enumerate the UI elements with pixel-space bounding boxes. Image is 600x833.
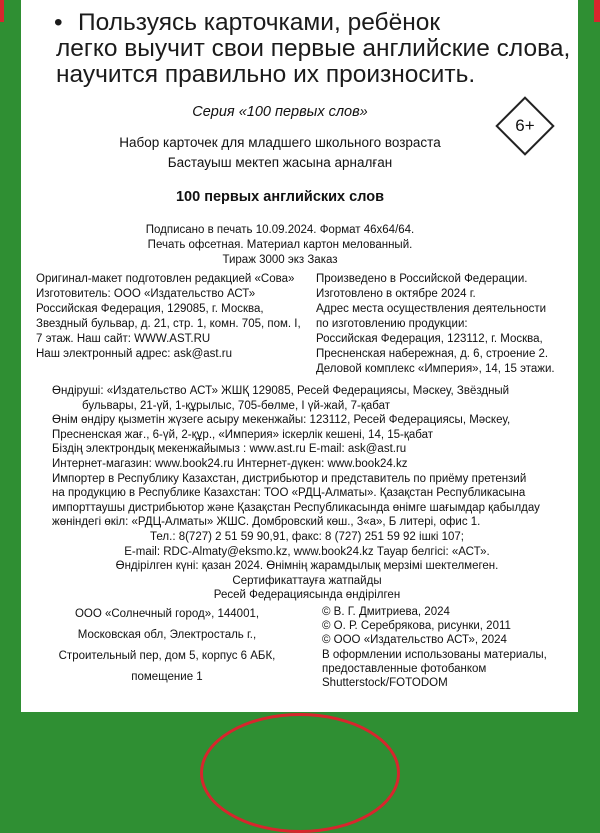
age-rating: 6+ [515, 116, 535, 135]
print-line: Тираж 3000 экз Заказ [222, 254, 338, 266]
kazakhstan-info [52, 384, 582, 603]
kz-line: жөніндегі өкіл: «РДЦ-Алматы» ЖШС. Домбровский көш., 3«а», Б литері, офис 1. [52, 516, 481, 529]
kz-line: Өнім өндіру қызметін жүзеге асыру мекенжайы: 123112, Ресей Федерациясы, Мәскеу, [52, 414, 511, 427]
kz-line: Тел.: 8(727) 2 51 59 90,91, факс: 8 (727) 251 59 92 ішкі 107; [150, 530, 464, 543]
intro-line: научится правильно их произносить. [56, 61, 476, 88]
factory-line: ООО «Солнечный город», 144001, [74, 608, 260, 620]
factory-line: Строительный пер, дом 5, корпус 6 АБК, [58, 650, 276, 662]
kz-line: E-mail: RDC-Almaty@eksmo.kz, www.book24.kz Тауар белгісі: «АСТ». [124, 545, 490, 558]
kz-line: импорттаушы дистрибьютор және Қазақстан Республикасында өнімге шағымдар қабылдау [52, 501, 540, 514]
publisher-line: Изготовитель: ООО «Издательство АСТ» [36, 288, 256, 300]
publisher-info [36, 272, 308, 362]
production-line: Пресненская набережная, д. 6, строение 2. [316, 348, 549, 360]
factory-line: Московская обл, Электросталь г., [77, 629, 257, 641]
copyright-line: © ООО «Издательство АСТ», 2024 [322, 634, 507, 647]
production-line: по изготовлению продукции: [316, 318, 468, 330]
kz-line: Біздің электрондық мекенжайымыз : www.ast.ru E-mail: ask@ast.ru [52, 443, 407, 456]
production-line: Произведено в Российской Федерации. [316, 273, 528, 285]
left-red-edge [0, 0, 4, 22]
print-line: Печать офсетная. Материал картон мелованный. [147, 239, 413, 251]
set-description-kz: Бастауыш мектеп жасына арналған [167, 155, 393, 170]
kz-line: Импортер в Республику Казахстан, дистрибьютор и представитель по приёму претензий [52, 472, 527, 485]
kz-line: на продукцию в Республике Казахстан: ТОО «РДЦ-Алматы». Қазақстан Республикасына [52, 487, 526, 500]
copyright-line: © В. Г. Дмитриева, 2024 [322, 606, 450, 618]
set-description-ru: Набор карточек для младшего школьного возраста [119, 135, 441, 150]
kz-line: Өндірілген күні: қазан 2024. Өнімнің жарамдылық мерзімі шектелмеген. [115, 560, 499, 573]
publisher-line: Российская Федерация, 129085, г. Москва, [36, 303, 264, 315]
kz-line: Өндіруші: «Издательство АСТ» ЖШҚ 129085, Ресей Федерациясы, Мәскеу, Звёздный [52, 385, 510, 397]
publisher-line: 7 этаж. Наш сайт: WWW.AST.RU [36, 333, 211, 345]
copyright-line: © О. Р. Серебрякова, рисунки, 2011 [322, 620, 511, 633]
publisher-line: Звездный бульвар, д. 21, стр. 1, комн. 705, пом. I, [36, 318, 301, 330]
production-line: Изготовлено в октябре 2024 г. [316, 288, 476, 300]
kz-line: бульвары, 21-үй, 1-құрылыс, 705-бөлме, I үй-жай, 7-қабат [82, 399, 391, 412]
intro-line: Пользуясь карточками, ребёнок [78, 9, 441, 36]
copyright-line: предоставленные фотобанком [322, 662, 487, 675]
kz-line: Ресей Федерациясында өндірілген [213, 589, 401, 602]
bullet-icon: • [54, 9, 63, 36]
production-line: Адрес места осуществления деятельности [316, 303, 547, 315]
intro-line: легко выучит свои первые английские слова, [56, 35, 571, 62]
decorative-red-arc [200, 713, 400, 833]
kz-line: Пресненская жағ., 6-үй, 2-құр., «Империя» іскерлік кешені, 14, 15-қабат [52, 428, 434, 441]
kz-line: Сертификаттауға жатпайды [232, 574, 382, 587]
print-info [60, 223, 500, 268]
production-line: Российская Федерация, 123112, г. Москва, [316, 333, 543, 345]
factory-line: помещение 1 [131, 671, 203, 683]
book-title: 100 первых английских слов [175, 189, 384, 205]
kz-line: Интернет-магазин: www.book24.ru Интернет-дүкен: www.book24.kz [52, 457, 408, 470]
right-red-edge [594, 0, 600, 22]
series-title: Серия «100 первых слов» [192, 104, 368, 120]
publisher-line: Наш электронный адрес: ask@ast.ru [36, 348, 233, 360]
copyright-info [322, 605, 572, 690]
publisher-line: Оригинал-макет подготовлен редакцией «Сова» [36, 273, 295, 285]
copyright-line: В оформлении использованы материалы, [322, 648, 547, 661]
copyright-line: Shutterstock/FOTODOM [322, 677, 448, 690]
factory-info [36, 604, 298, 688]
intro-text [56, 10, 586, 88]
production-info [316, 272, 578, 377]
print-line: Подписано в печать 10.09.2024. Формат 46х64/64. [145, 224, 415, 236]
production-line: Деловой комплекс «Империя», 14, 15 этажи. [316, 363, 555, 375]
